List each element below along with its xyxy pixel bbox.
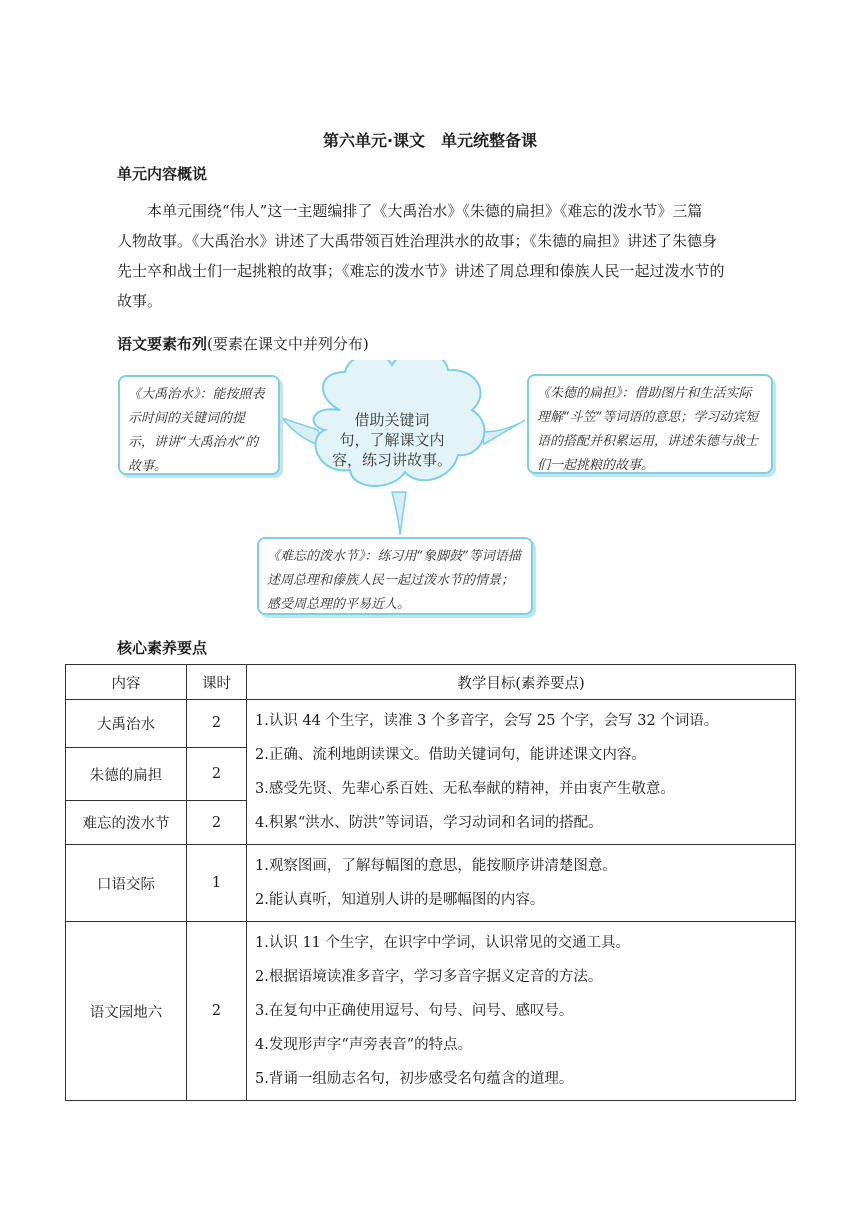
cell-content: 朱德的扁担	[66, 747, 187, 801]
box-dayu: 《大禹治水》：能按照表示时间的关键词的提示，讲讲“大禹治水”的故事。	[118, 375, 280, 475]
paragraph-line: 故事。	[117, 292, 163, 310]
goal-item: 2.根据语境读准多音字，学习多音字据义定音的方法。	[255, 969, 603, 985]
goal-item: 4.积累“洪水、防洪”等词语，学习动词和名词的搭配。	[255, 815, 603, 831]
section-heading-core: 核心素养要点	[117, 639, 208, 657]
cell-content: 大禹治水	[66, 700, 187, 748]
cell-goals	[247, 845, 796, 922]
section-heading-elements	[117, 333, 369, 354]
goal-item: 1.观察图画，了解每幅图的意思，能按顺序讲清楚图意。	[255, 858, 617, 874]
elements-heading-text: 语文要素布列	[117, 335, 208, 353]
box-poshuijie: 《难忘的泼水节》：练习用“象脚鼓”等词语描述周总理和傣族人民一起过泼水节的情景；感受周总理的平易近人。	[257, 537, 533, 615]
core-table	[65, 664, 796, 1101]
overview-paragraph	[117, 196, 781, 316]
cell-hours: 2	[187, 700, 247, 748]
paragraph-line: 人物故事。《大禹治水》讲述了大禹带领百姓治理洪水的故事；《朱德的扁担》讲述了朱德身	[117, 232, 718, 250]
goal-item: 3.在复句中正确使用逗号、句号、问号、感叹号。	[255, 1003, 574, 1019]
cell-content: 语文园地六	[66, 922, 187, 1101]
cell-goals	[247, 922, 796, 1101]
goal-item: 1.认识 11 个生字，在识字中学词，认识常见的交通工具。	[255, 935, 631, 951]
elements-heading-note: (要素在课文中并列分布)	[207, 335, 369, 353]
box-zhude: 《朱德的扁担》：借助图片和生活实际理解“斗笠”等词语的意思；学习动宾短语的搭配并积累运用，讲述朱德与战士们一起挑粮的故事。	[527, 374, 773, 474]
goal-item: 1.认识 44 个生字，读准 3 个多音字，会写 25 个字，会写 32 个词语。	[255, 713, 719, 729]
goal-item: 4.发现形声字“声旁表音”的特点。	[255, 1037, 473, 1053]
header-hours: 课时	[187, 665, 247, 700]
goal-item: 5.背诵一组励志名句，初步感受名句蕴含的道理。	[255, 1071, 574, 1087]
cell-content: 口语交际	[66, 845, 187, 922]
table-header-row	[66, 665, 796, 700]
connector-bottom	[392, 492, 406, 535]
header-content: 内容	[66, 665, 187, 700]
cell-goals	[247, 700, 796, 845]
goal-item: 2.能认真听，知道别人讲的是哪幅图的内容。	[255, 892, 545, 908]
goal-item: 3.感受先贤、先辈心系百姓、无私奉献的精神，并由衷产生敬意。	[255, 781, 675, 797]
cloud-line: 借助关键词	[354, 411, 430, 429]
cloud-line: 句，了解课文内	[339, 431, 445, 449]
table-row	[66, 700, 796, 748]
cell-hours: 2	[187, 801, 247, 845]
center-cloud-text	[322, 410, 462, 470]
header-goals: 教学目标(素养要点)	[247, 665, 796, 700]
cell-hours: 1	[187, 845, 247, 922]
cloud-line: 容，练习讲故事。	[331, 451, 452, 469]
table-row	[66, 922, 796, 1101]
table-row	[66, 845, 796, 922]
paragraph-line: 先士卒和战士们一起挑粮的故事；《难忘的泼水节》讲述了周总理和傣族人民一起过泼水节的	[117, 262, 725, 280]
cell-hours: 2	[187, 922, 247, 1101]
paragraph-line: 本单元围绕“伟人”这一主题编排了《大禹治水》《朱德的扁担》《难忘的泼水节》三篇	[117, 202, 703, 220]
goal-item: 2.正确、流利地朗读课文。借助关键词句，能讲述课文内容。	[255, 747, 646, 763]
connector-right	[482, 420, 525, 444]
cell-hours: 2	[187, 747, 247, 801]
section-heading-overview: 单元内容概说	[117, 165, 208, 183]
cell-content: 难忘的泼水节	[66, 801, 187, 845]
page-title: 第六单元·课文 单元统整备课	[322, 131, 538, 150]
